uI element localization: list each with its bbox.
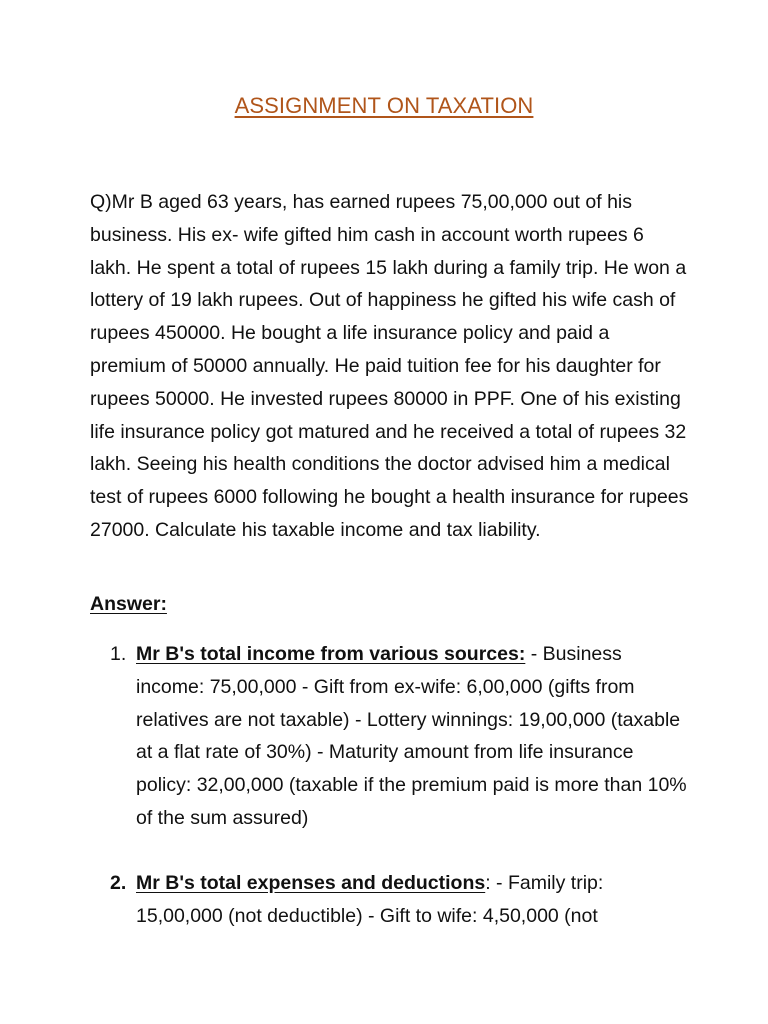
answer-item-1 — [90, 638, 690, 835]
question-paragraph: Q)Mr B aged 63 years, has earned rupees 75,00,000 out of his business. His ex- wife gifted him cash in account worth rupees 6 lakh. He spent a total of rupees 15 lakh during a family trip. He won a lottery of 19 lakh rupees. Out of happiness he gifted his wife cash of rupees 450000. He bought a life insurance policy and paid a premium of 50000 annually. He paid tuition fee for his daughter for rupees 50000. He invested rupees 80000 in PPF. One of his existing life insurance policy got matured and he received a total of rupees 32 lakh. Seeing his health conditions the doctor advised him a medical test of rupees 6000 following he bought a health insurance for rupees 27000. Calculate his taxable income and tax liability. — [90, 191, 689, 541]
answer-label: Answer: — [90, 593, 167, 615]
document-title: ASSIGNMENT ON TAXATION — [234, 93, 534, 118]
item-2-heading: Mr B's total expenses and deductions — [136, 872, 486, 894]
answer-list-2 — [90, 867, 690, 933]
answer-list-1 — [90, 638, 690, 835]
item-1-heading: Mr B's total income from various sources: — [136, 643, 526, 665]
item-1-number: 1. — [110, 643, 127, 665]
answer-item-2 — [90, 867, 690, 933]
item-2-text: : - Family trip: 15,00,000 (not deductible) - Gift to wife: 4,50,000 (not — [136, 872, 604, 927]
item-1-text: - Business income: 75,00,000 - Gift from ex-wife: 6,00,000 (gifts from relatives are not taxable) - Lottery winnings: 19,00,000 (taxable at a flat rate of 30%) - Maturity amount from life insurance policy: 32,00,000 (taxable if the premium paid is more than 10% of the sum assured) — [136, 643, 687, 829]
item-2-number: 2. — [110, 872, 127, 894]
